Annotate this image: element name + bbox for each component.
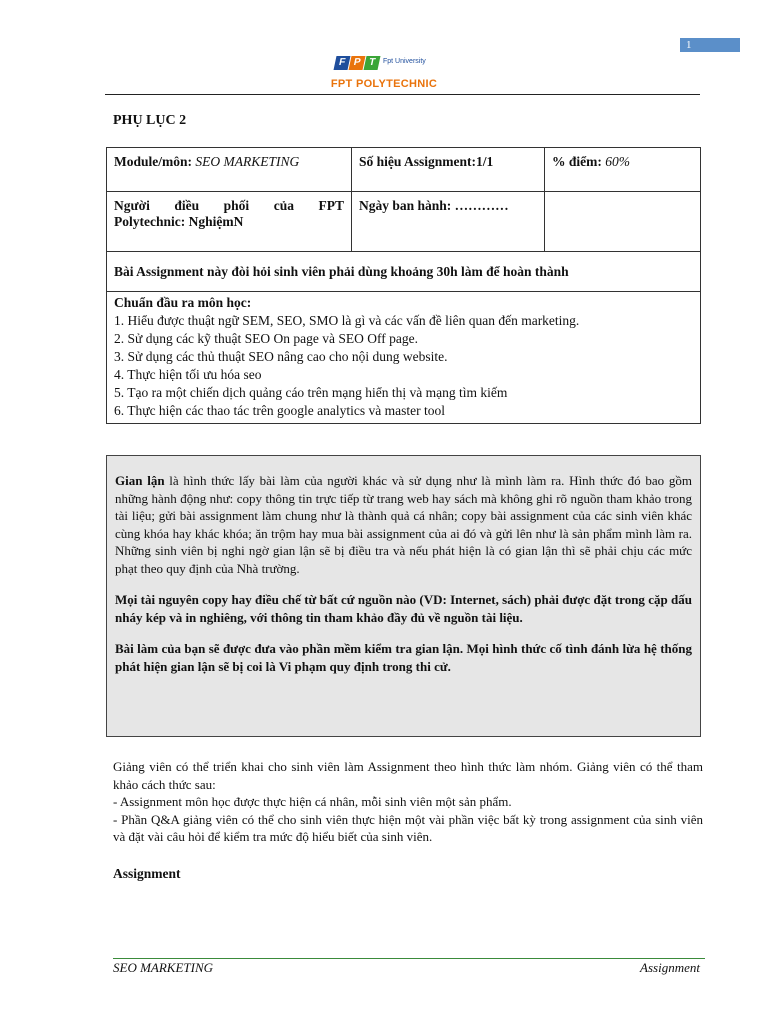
- appendix-title: PHỤ LỤC 2: [113, 113, 187, 128]
- instructions: [113, 758, 703, 846]
- learning-outcomes: [107, 292, 701, 424]
- score-cell: [545, 148, 701, 192]
- logo-letter-t: T: [364, 56, 381, 70]
- outcome-item: 5. Tạo ra một chiến dịch quảng cáo trên mạng hiển thị và mạng tìm kiếm: [114, 385, 508, 400]
- footer-divider: [113, 958, 705, 959]
- module-cell: [107, 148, 352, 192]
- score-value: 60%: [605, 154, 630, 169]
- time-requirement: Bài Assignment này đòi hỏi sinh viên phải dùng khoảng 30h làm để hoàn thành: [107, 252, 701, 292]
- instruction-paragraph: - Assignment môn học được thực hiện cá nhân, mỗi sinh viên một sản phẩm.: [113, 794, 512, 809]
- assignment-heading: Assignment: [113, 866, 181, 881]
- module-label: Module/môn:: [114, 154, 193, 169]
- outcome-item: 3. Sử dụng các thủ thuật SEO nâng cao cho nội dung website.: [114, 349, 448, 364]
- notice-paragraph: Mọi tài nguyên copy hay điều chế từ bất cứ nguồn nào (VD: Internet, sách) phải được đặt trong cặp dấu nháy kép và in nghiêng, với thông tin tham khảo đầy đủ về nguồn tài liệu.: [115, 592, 692, 625]
- assignment-info-table: [106, 147, 701, 424]
- empty-cell: [545, 192, 701, 252]
- footer-doc-type: Assignment: [640, 960, 700, 975]
- outcome-item: 1. Hiểu được thuật ngữ SEM, SEO, SMO là gì và các vấn đề liên quan đến marketing.: [114, 313, 580, 328]
- outcomes-title: Chuẩn đầu ra môn học:: [114, 295, 252, 310]
- outcome-item: 2. Sử dụng các kỹ thuật SEO On page và SEO Off page.: [114, 331, 419, 346]
- notice-term: Gian lận: [115, 473, 165, 488]
- logo-letter-f: F: [334, 56, 351, 70]
- module-value: SEO MARKETING: [195, 154, 300, 169]
- coordinator-cell: Người điều phối của FPT Polytechnic: NghiệmN: [107, 192, 352, 252]
- brand-name: FPT POLYTECHNIC: [330, 78, 438, 90]
- notice-paragraph: Bài làm của bạn sẽ được đưa vào phần mềm kiểm tra gian lận. Mọi hình thức cố tình đánh lừa hệ thống phát hiện gian lận sẽ bị coi là Vi phạm quy định trong thi cử.: [115, 641, 692, 674]
- outcome-item: 4. Thực hiện tối ưu hóa seo: [114, 367, 262, 382]
- score-label: % điểm:: [552, 154, 602, 169]
- logo-tagline: Fpt University: [383, 58, 426, 65]
- instruction-paragraph: Giảng viên có thể triển khai cho sinh viên làm Assignment theo hình thức làm nhóm. Giảng viên có thể tham khảo cách thức sau:: [113, 759, 703, 792]
- notice-paragraph: Gian lận là hình thức lấy bài làm của người khác và sử dụng như là mình làm ra. Hình thức đó bao gồm những hành động như: copy thông tin trực tiếp từ trang web hay sách mà không ghi rõ nguồn tham khảo trong tài liệu; gửi bài assignment làm chung như là thành quả cá nhân; copy bài assignment của các sinh viên khác cùng khóa hay khác khóa; ăn trộm hay mua bài assignment của ai đó và gửi lên như là sản phẩm mình làm ra. Những sinh viên bị nghi ngờ gian lận sẽ bị điều tra và nếu phát hiện là có gian lận thì sẽ phải chịu các mức phạt theo quy định của Nhà trường.: [115, 473, 692, 576]
- logo-letter-p: P: [349, 56, 366, 70]
- issue-date: Ngày ban hành: …………: [352, 192, 545, 252]
- instruction-paragraph: - Phần Q&A giảng viên có thể cho sinh viên thực hiện một vài phần việc bất kỳ trong assignment của sinh viên và đặt vài câu hỏi để kiểm tra mức độ hiểu biết của sinh viên.: [113, 811, 703, 844]
- page-number: 1: [680, 38, 740, 52]
- outcome-item: 6. Thực hiện các thao tác trên google analytics và master tool: [114, 403, 445, 418]
- header-divider: [105, 94, 700, 95]
- assignment-number: Số hiệu Assignment:1/1: [352, 148, 545, 192]
- footer-course: SEO MARKETING: [113, 960, 214, 975]
- fpt-logo: [335, 56, 465, 72]
- plagiarism-notice: [106, 455, 701, 737]
